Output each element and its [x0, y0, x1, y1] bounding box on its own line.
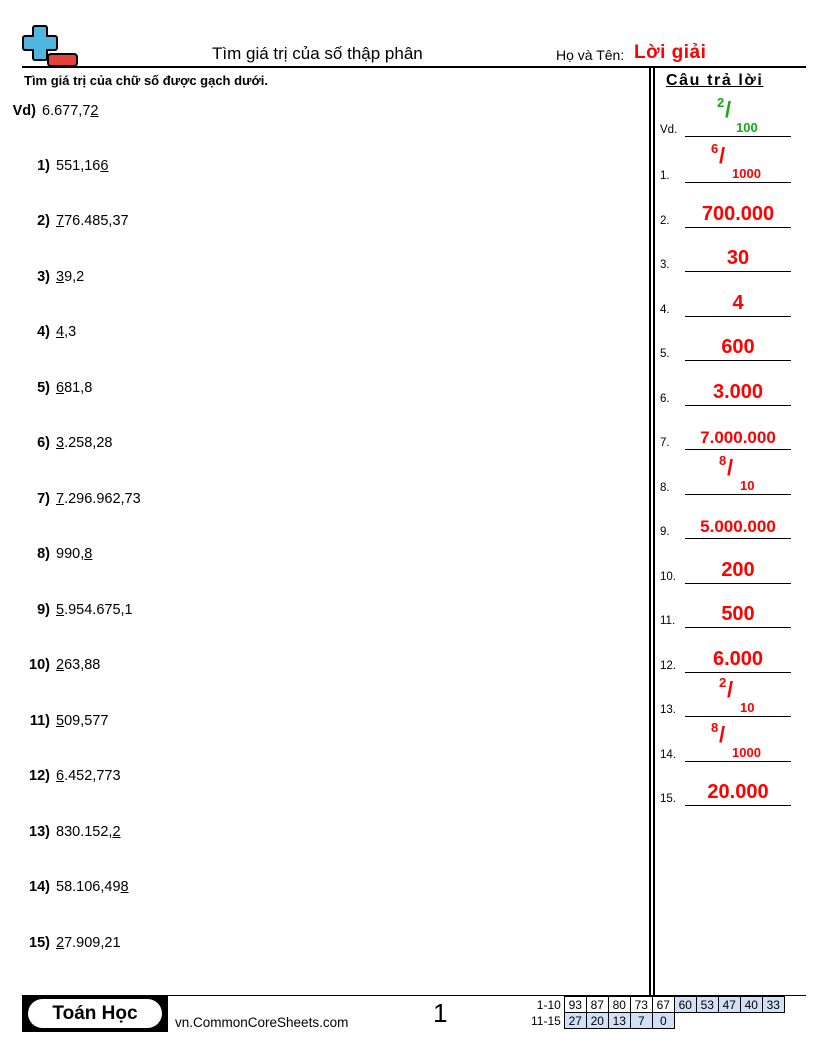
answer-item	[660, 319, 792, 363]
answer-label: 5.	[660, 348, 670, 360]
numerator: 6	[711, 141, 719, 156]
underlined-digit: 6	[56, 380, 65, 396]
fraction-slash: /	[727, 455, 734, 480]
number-part: 6.677,7	[42, 103, 91, 119]
fraction-slash: /	[719, 722, 726, 747]
answer-item	[660, 141, 792, 185]
answer-fraction	[685, 453, 791, 493]
answer-item	[660, 364, 792, 408]
denominator: 100	[736, 120, 758, 135]
answer-line	[685, 538, 791, 539]
answer-line	[685, 449, 791, 450]
answer-item	[660, 275, 792, 319]
answer-line	[685, 405, 791, 406]
number-part: 09,577	[64, 713, 109, 729]
empty-cell	[674, 1013, 696, 1029]
score-cell: 20	[586, 1013, 608, 1029]
score-cell: 60	[674, 997, 696, 1013]
score-row	[528, 1013, 784, 1029]
score-cell: 80	[608, 997, 630, 1013]
answer-value: 700.000	[701, 203, 775, 225]
answer-label: Vd.	[660, 124, 678, 136]
answer-value: 200	[721, 559, 755, 581]
number-part: 63,88	[64, 657, 101, 673]
score-cell: 53	[696, 997, 718, 1013]
question	[14, 546, 92, 562]
answer-line	[685, 583, 791, 584]
question	[14, 935, 121, 951]
answer-value: 3.000	[712, 381, 764, 403]
answer-value: 20.000	[707, 781, 769, 803]
answer-label: 14.	[660, 749, 676, 761]
question-number: 2)	[37, 213, 50, 229]
number-part: 551,16	[56, 158, 101, 174]
underlined-digit: 3	[56, 435, 65, 451]
number-part: 81,8	[64, 380, 93, 396]
answer-line	[685, 672, 791, 673]
question-number: 4)	[37, 324, 50, 340]
number-part: 7.909,21	[64, 935, 121, 951]
answer-label: 2.	[660, 215, 670, 227]
instructions: Tìm giá trị của chữ số được gạch dưới.	[24, 73, 268, 88]
number-part: 58.106,49	[56, 879, 121, 895]
fraction-slash: /	[725, 97, 732, 122]
question	[14, 158, 108, 174]
answer-line	[685, 716, 791, 717]
question-number: 10)	[29, 657, 50, 673]
question	[14, 657, 100, 673]
question	[14, 213, 129, 229]
answer-fraction	[685, 95, 791, 135]
empty-cell	[740, 1013, 762, 1029]
question-number: 8)	[37, 546, 50, 562]
question	[14, 824, 121, 840]
question-number: 3)	[37, 269, 50, 285]
number-part: 76.485,37	[64, 213, 129, 229]
answer-column-divider	[649, 68, 651, 996]
answer-fraction	[685, 720, 791, 760]
underlined-digit: 8	[120, 879, 129, 895]
question-number: 7)	[37, 491, 50, 507]
question	[14, 380, 92, 396]
answer-label: 8.	[660, 482, 670, 494]
number-part: .452,773	[64, 768, 121, 784]
question-number: 6)	[37, 435, 50, 451]
answer-line	[685, 271, 791, 272]
underlined-digit: 4	[56, 324, 65, 340]
denominator: 10	[740, 478, 755, 493]
answer-value: 6.000	[712, 648, 764, 670]
answer-line	[685, 761, 791, 762]
answer-value: 7.000.000	[700, 428, 776, 447]
plus-minus-logo-icon	[22, 24, 80, 68]
score-row	[528, 997, 784, 1013]
score-cell: 27	[564, 1013, 586, 1029]
question-number: 13)	[29, 824, 50, 840]
question	[14, 713, 108, 729]
worksheet-title: Tìm giá trị của số thập phân	[212, 44, 423, 63]
answer-item	[660, 586, 792, 630]
underlined-digit: 7	[56, 213, 65, 229]
underlined-digit: 8	[84, 546, 93, 562]
underlined-digit: 5	[56, 602, 65, 618]
answer-value: 4	[732, 292, 744, 314]
score-table	[528, 996, 785, 1029]
denominator: 1000	[732, 166, 761, 181]
question-number: 14)	[29, 879, 50, 895]
answer-label: 12.	[660, 660, 676, 672]
question-number: Vd)	[12, 103, 36, 119]
denominator: 1000	[732, 745, 761, 760]
answer-item	[660, 631, 792, 675]
underlined-digit: 2	[56, 657, 65, 673]
answer-label: 9.	[660, 526, 670, 538]
answer-line	[685, 316, 791, 317]
question-number: 5)	[37, 380, 50, 396]
score-cell: 73	[630, 997, 652, 1013]
question	[14, 324, 76, 340]
score-cell: 33	[762, 997, 784, 1013]
question-number: 15)	[29, 935, 50, 951]
underlined-digit: 2	[112, 824, 121, 840]
underlined-digit: 6	[100, 158, 109, 174]
numerator: 8	[719, 453, 727, 468]
number-part: 9,2	[64, 269, 85, 285]
number-part: ,3	[64, 324, 77, 340]
answer-value: 5.000.000	[700, 517, 776, 536]
empty-cell	[762, 1013, 784, 1029]
underlined-digit: 2	[90, 103, 99, 119]
number-part: .258,28	[64, 435, 113, 451]
number-part: 830.152,	[56, 824, 113, 840]
page-number: 1	[433, 998, 448, 1028]
question	[14, 491, 141, 507]
question	[14, 768, 121, 784]
answer-label: 4.	[660, 304, 670, 316]
name-value: Lời giải	[634, 42, 707, 63]
answer-line	[685, 627, 791, 628]
answer-line	[685, 182, 791, 183]
answer-column-divider	[653, 68, 655, 996]
answer-item	[660, 675, 792, 719]
underlined-digit: 6	[56, 768, 65, 784]
denominator: 10	[740, 700, 755, 715]
answer-item	[660, 408, 792, 452]
answer-key-title: Câu trả lời	[666, 72, 764, 89]
score-cell: 7	[630, 1013, 652, 1029]
answer-label: 3.	[660, 259, 670, 271]
score-row-label: 1-10	[536, 997, 561, 1012]
answer-item	[660, 764, 792, 808]
answer-line	[685, 136, 791, 137]
site-url: vn.CommonCoreSheets.com	[175, 1015, 349, 1030]
brand-label: Toán Học	[28, 999, 162, 1028]
number-part: 990,	[56, 546, 85, 562]
numerator: 2	[719, 675, 727, 690]
answer-fraction	[685, 675, 791, 715]
example-question	[0, 103, 98, 119]
question	[14, 269, 84, 285]
answer-label: 7.	[660, 437, 670, 449]
name-label: Họ và Tên:	[556, 47, 625, 63]
underlined-digit: 3	[56, 269, 65, 285]
question	[14, 602, 133, 618]
numerator: 8	[711, 720, 719, 735]
number-part: .296.962,73	[64, 491, 141, 507]
score-cell: 13	[608, 1013, 630, 1029]
answer-item	[660, 186, 792, 230]
answer-item	[660, 230, 792, 274]
answer-label: 11.	[660, 615, 676, 627]
question-number: 12)	[29, 768, 50, 784]
answer-item	[660, 542, 792, 586]
underlined-digit: 5	[56, 713, 65, 729]
question	[14, 435, 112, 451]
score-row-label: 11-15	[531, 1013, 561, 1028]
answer-value: 30	[726, 247, 750, 269]
answer-label: 10.	[660, 571, 676, 583]
answer-label: 1.	[660, 170, 670, 182]
fraction-slash: /	[719, 143, 726, 168]
answer-line	[685, 805, 791, 806]
question-number: 9)	[37, 602, 50, 618]
score-cell: 67	[652, 997, 674, 1013]
answer-item	[660, 453, 792, 497]
answer-line	[685, 494, 791, 495]
underlined-digit: 7	[56, 491, 65, 507]
answer-item	[660, 497, 792, 541]
score-cell: 0	[652, 1013, 674, 1029]
answer-line	[685, 227, 791, 228]
score-cell: 87	[586, 997, 608, 1013]
answer-value: 600	[721, 336, 755, 358]
score-cell: 47	[718, 997, 740, 1013]
answer-label: 13.	[660, 704, 676, 716]
header-divider	[22, 66, 806, 68]
score-cell: 40	[740, 997, 762, 1013]
number-part: .954.675,1	[64, 602, 133, 618]
answer-value: 500	[721, 603, 755, 625]
numerator: 2	[717, 95, 725, 110]
question-number: 11)	[29, 713, 50, 729]
answer-line	[685, 360, 791, 361]
answer-item	[660, 720, 792, 764]
question-number: 1)	[37, 158, 50, 174]
fraction-slash: /	[727, 677, 734, 702]
underlined-digit: 2	[56, 935, 65, 951]
answer-label: 15.	[660, 793, 676, 805]
empty-cell	[696, 1013, 718, 1029]
answer-label: 6.	[660, 393, 670, 405]
empty-cell	[718, 1013, 740, 1029]
answer-example	[660, 95, 792, 139]
score-cell: 93	[564, 997, 586, 1013]
question	[14, 879, 129, 895]
answer-fraction	[685, 141, 791, 181]
